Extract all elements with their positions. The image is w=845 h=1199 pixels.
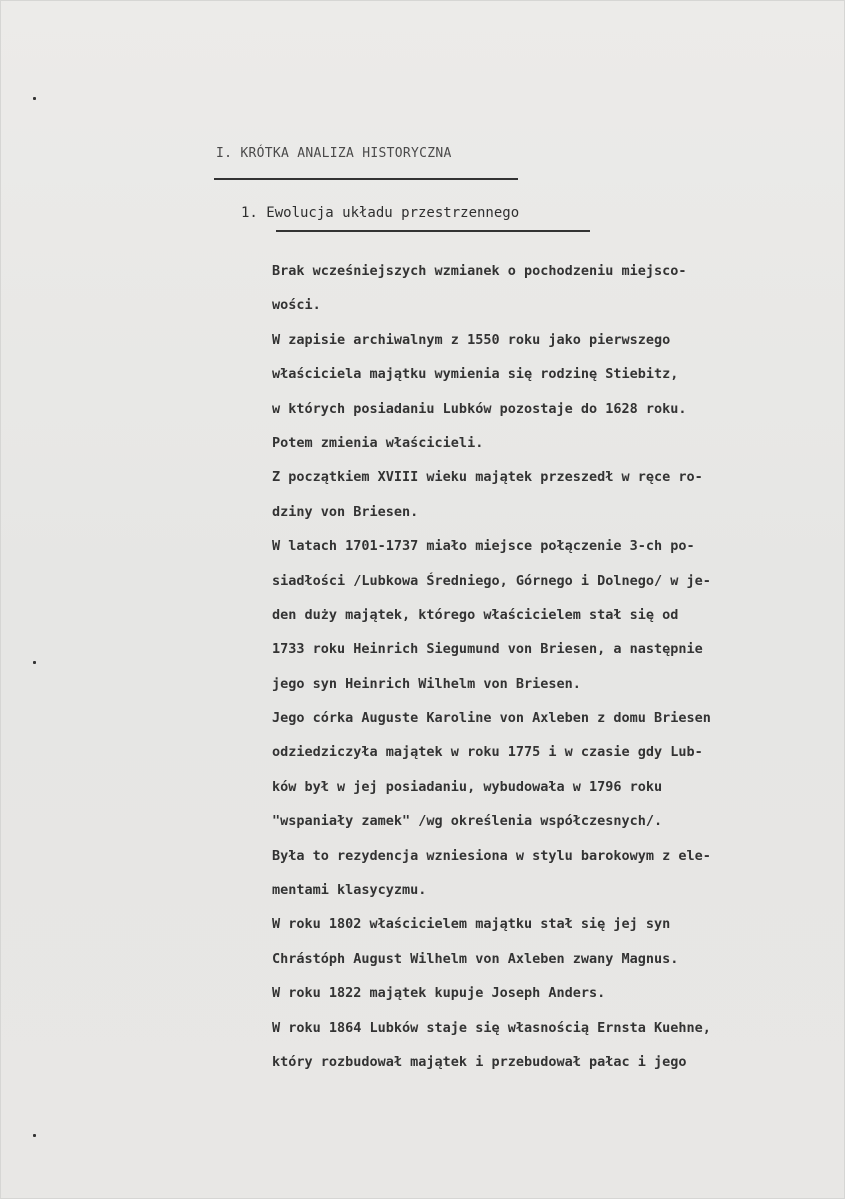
text-line: Była to rezydencja wzniesiona w stylu barokowym z ele- [272, 847, 711, 864]
text-line: mentami klasycyzmu. [272, 882, 427, 899]
text-line: "wspaniały zamek" /wg określenia współczesnych/. [272, 813, 663, 830]
subsection-heading: 1. Ewolucja układu przestrzennego [241, 205, 520, 221]
text-line: który rozbudował majątek i przebudował pałac i jego [272, 1053, 687, 1070]
text-line: Brak wcześniejszych wzmianek o pochodzeniu miejsco- [272, 263, 687, 279]
text-line: W latach 1701-1737 miało miejsce połączenie 3-ch po- [272, 538, 695, 555]
text-line: jego syn Heinrich Wilhelm von Briesen. [272, 675, 581, 692]
margin-mark [33, 97, 36, 100]
margin-mark [33, 1134, 36, 1137]
text-line: Potem zmienia właścicieli. [272, 434, 484, 451]
heading-underline [214, 178, 518, 180]
text-line: den duży majątek, którego właścicielem stał się od [272, 606, 679, 623]
text-line: wości. [272, 297, 321, 314]
text-line: właściciela majątku wymienia się rodzinę Stiebitz, [272, 366, 679, 383]
text-line: Chrástóph August Wilhelm von Axleben zwany Magnus. [272, 950, 679, 967]
text-line: W roku 1802 właścicielem majątku stał się jej syn [272, 916, 671, 933]
section-heading: I. KRÓTKA ANALIZA HISTORYCZNA [216, 146, 452, 161]
text-line: Jego córka Auguste Karoline von Axleben z domu Briesen [272, 710, 711, 727]
body-text [272, 256, 845, 1081]
text-line: odziedziczyła majątek w roku 1775 i w czasie gdy Lub- [272, 744, 703, 761]
text-line: W roku 1822 majątek kupuje Joseph Anders. [272, 985, 606, 1002]
text-line: ków był w jej posiadaniu, wybudowała w 1796 roku [272, 778, 663, 795]
text-line: 1733 roku Heinrich Siegumund von Briesen, a następnie [272, 641, 703, 658]
text-line: siadłości /Lubkowa Średniego, Górnego i Dolnego/ w je- [272, 572, 711, 589]
subheading-underline [276, 230, 590, 232]
text-line: dziny von Briesen. [272, 503, 419, 520]
text-line: Z początkiem XVIII wieku majątek przeszedł w ręce ro- [272, 469, 703, 486]
text-line: w których posiadaniu Lubków pozostaje do 1628 roku. [272, 400, 687, 417]
text-line: W roku 1864 Lubków staje się własnością Ernsta Kuehne, [272, 1019, 711, 1036]
margin-mark [33, 661, 36, 664]
text-line: W zapisie archiwalnym z 1550 roku jako pierwszego [272, 331, 671, 348]
